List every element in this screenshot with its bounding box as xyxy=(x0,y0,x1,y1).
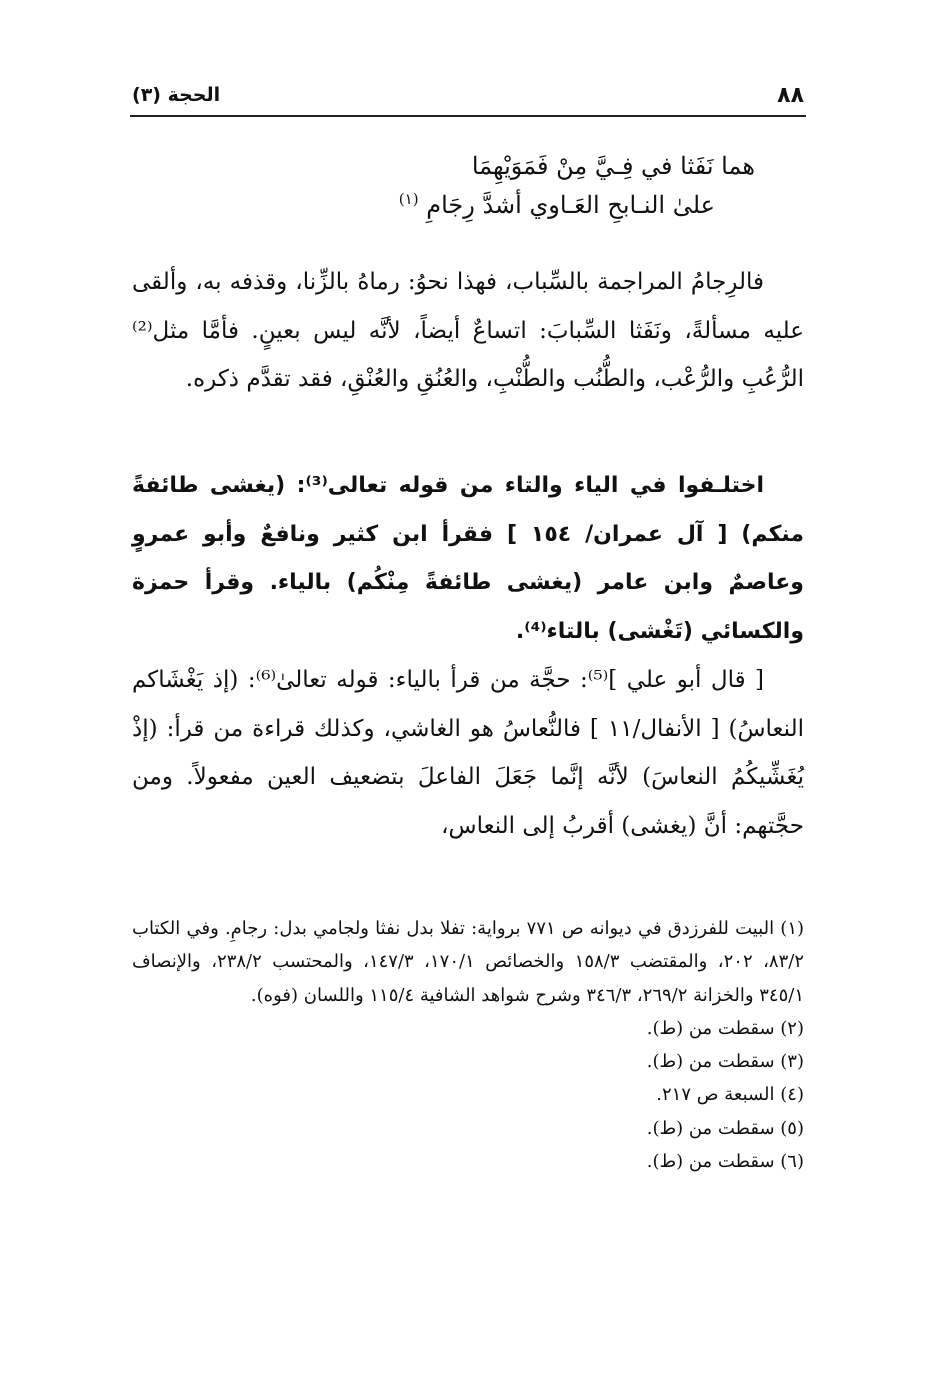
footnote-3: (٣) سقطت من (ط). xyxy=(646,1051,804,1073)
verse-line-2 xyxy=(399,190,715,219)
footnotes xyxy=(132,912,804,1178)
footnote-1: (١) البيت للفرزدق في ديوانه ص ٧٧١ برواية: تفلا بدل نفثا ولجامي بدل: رجامِ. وفي الكتاب ٨٣/٢، ٢٠٢، والمقتضب ١٥٨/٣ والخصائص ١٧٠/١، ١٤٧/٣، والمحتسب ٢٣٨/٢، والإنصاف ٣٤٥/١ والخزانة ٢٦٩/٢، ٣٤٦/٣ وشرح شواهد الشافية ١١٥/٤ واللسان (فوه). xyxy=(132,918,805,1006)
footnote-2: (٢) سقطت من (ط). xyxy=(646,1017,804,1039)
footnote-4: (٤) السبعة ص ٢١٧. xyxy=(656,1084,804,1106)
paragraph-2: اختلـفوا في الياء والتاء من قوله تعالى⁽³⁾: (يغشى طائفةً منكم) [ آل عمران/ ١٥٤ ] فقرأ ابن كثير ونافعٌ وأبو عمروٍ وعاصمٌ وابن عامر (يغشى طائفةً مِنْكُم) بالياء. وقرأ حمزة والكسائي (تَغْشى) بالتاء⁽⁴⁾. xyxy=(132,473,805,644)
header-rule xyxy=(130,115,806,117)
running-title: الحجة (٣) xyxy=(132,84,221,106)
verse-line-2-text: علىٰ النـابحِ العَـاوي أشدَّ رِجَامِ xyxy=(426,191,715,219)
footnote-6: (٦) سقطت من (ط). xyxy=(646,1151,804,1173)
paragraph-3: [ قال أبو علي ]⁽⁵⁾: حجَّة من قرأ بالياء: قوله تعالىٰ⁽⁶⁾: (إذ يَغْشَاكم النعاسُ) [ الأنفال/١١ ] فالنُّعاسُ هو الغاشي، وكذلك قراءة من قرأ: (إذْ يُغَشِّيكُمُ النعاسَ) لأنَّه إنَّما جَعَلَ الفاعلَ بتضعيف العين مفعولاً. ومن حجَّتهم: أنَّ (يغشى) أقربُ إلى النعاس، xyxy=(132,667,804,839)
verse-line-1 xyxy=(472,152,755,180)
footnote-5: (٥) سقطت من (ط). xyxy=(646,1117,804,1139)
page-number: ٨٨ xyxy=(777,82,804,108)
verse-line-1-text: هما نَفَثا في فِـيَّ مِنْ فَمَوَيْهِمَا xyxy=(471,152,755,180)
paragraph-1: فالرِجامُ المراجمة بالسِّباب، فهذا نحوُ: رماهُ بالزِّنا، وقذفه به، وألقى عليه مسألةً، ونَفَثا السِّبابَ: اتساعٌ أيضاً، لأنَّه ليس بعينٍ. فأمَّا مثل⁽²⁾ الرُّعُبِ والرُّعْب، والطُّنُب والطُّنْبِ، والعُنُقِ والعُنْقِ، فقد تقدَّم ذكره. xyxy=(132,269,804,392)
page-header xyxy=(132,78,804,112)
footnote-reference: (١) xyxy=(398,190,419,208)
